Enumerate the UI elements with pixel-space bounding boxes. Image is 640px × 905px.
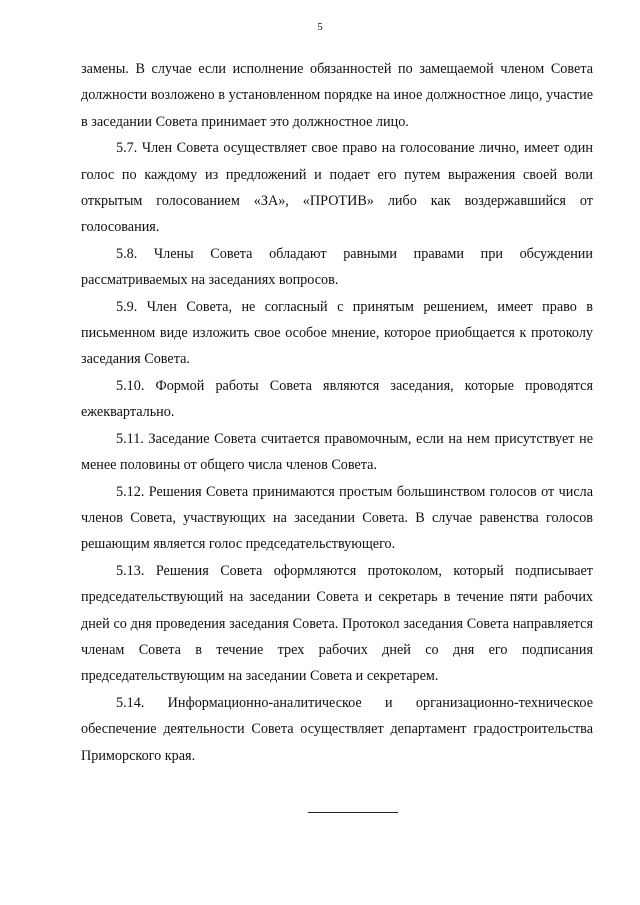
paragraph-5-12: 5.12. Решения Совета принимаются простым большинством голосов от числа членов Совета, участвующих на заседании Совета. В случае равенства голосов решающим является голос председательствующего. (81, 483, 593, 553)
paragraph-5-7: 5.7. Член Совета осуществляет свое право на голосование лично, имеет один голос по каждому из предложений и подает его путем выражения своей воли открытым голосованием «ЗА», «ПРОТИВ» либо как воздержавшийся от голосования. (81, 140, 593, 236)
page-number: 5 (317, 21, 323, 33)
paragraph-continuation: замены. В случае если исполнение обязанностей по замещаемой членом Совета должности возложено в установленном порядке на иное должностное лицо, участие в заседании Совета принимает это должностное лицо. (81, 61, 593, 130)
document-body (81, 56, 593, 769)
paragraph-5-11: 5.11. Заседание Совета считается правомочным, если на нем присутствует не менее половины от общего числа членов Совета. (81, 430, 593, 474)
paragraph-5-13: 5.13. Решения Совета оформляются протоколом, который подписывает председательствующий на заседании Совета и секретарь в течение пяти рабочих дней со дня проведения заседания Совета. Протокол заседания Совета направляется членам Совета в течение трех рабочих дней со дня его подписания председательствующим на заседании Совета и секретарем. (81, 562, 593, 685)
paragraph-5-14: 5.14. Информационно-аналитическое и организационно-техническое обеспечение деятельности Совета осуществляет департамент градостроительства Приморского края. (81, 694, 593, 764)
paragraph-5-9: 5.9. Член Совета, не согласный с принятым решением, имеет право в письменном виде изложить свое особое мнение, которое приобщается к протоколу заседания Совета. (81, 298, 593, 368)
closing-divider (308, 812, 398, 813)
paragraph-5-10: 5.10. Формой работы Совета являются заседания, которые проводятся ежеквартально. (81, 377, 593, 421)
paragraph-5-8: 5.8. Члены Совета обладают равными правами при обсуждении рассматриваемых на заседаниях вопросов. (81, 245, 593, 289)
